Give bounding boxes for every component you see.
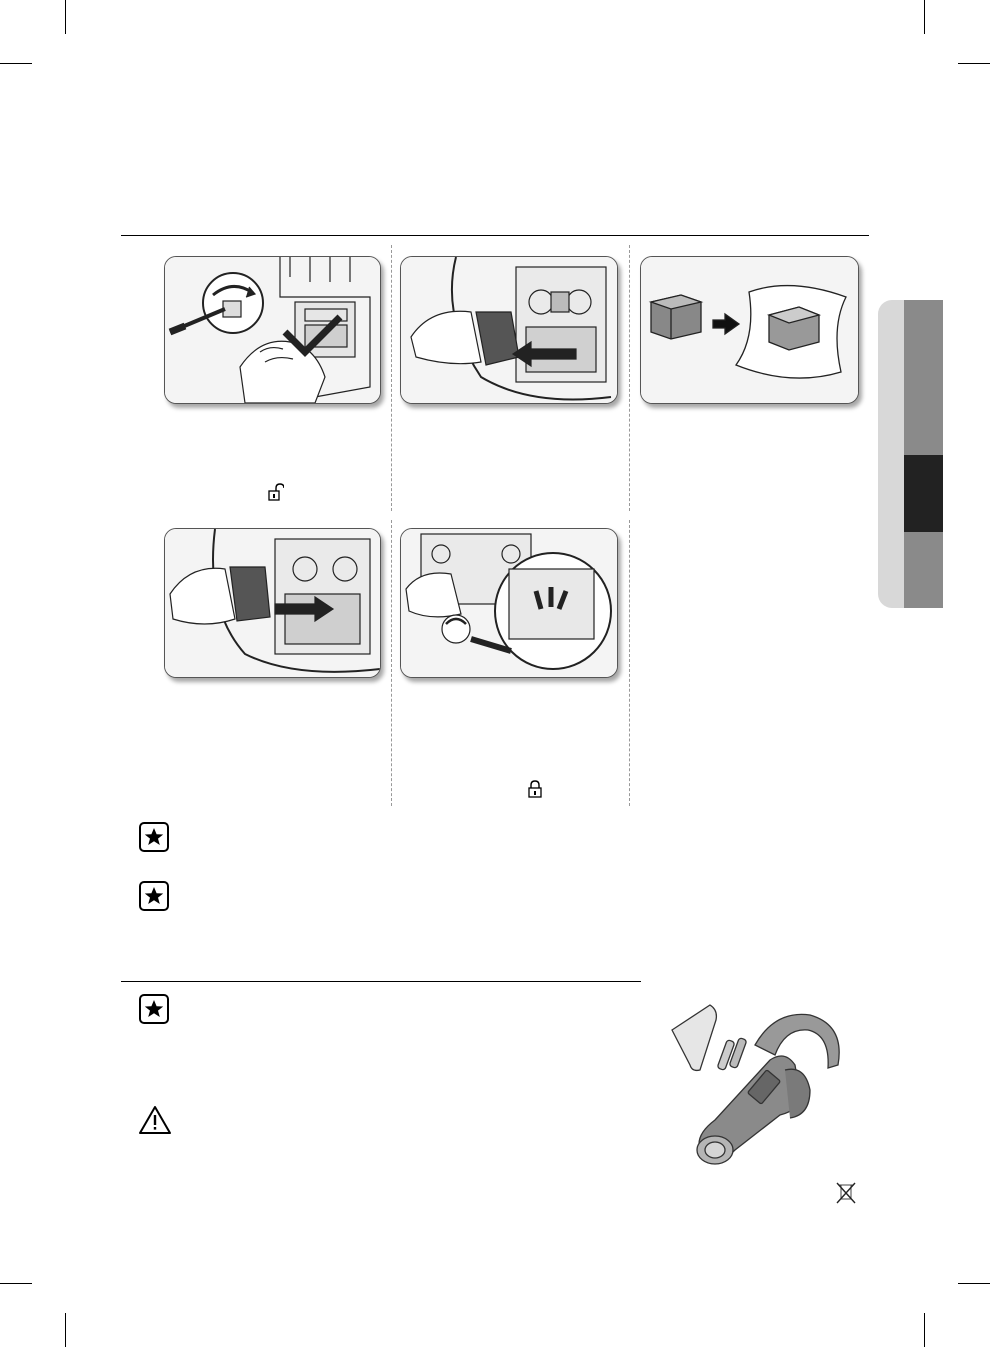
star-note-icon — [139, 994, 169, 1024]
step-1-figure — [164, 256, 381, 404]
section-rule-bottom — [121, 981, 641, 982]
chapter-tab — [904, 300, 943, 455]
chapter-tab — [904, 532, 943, 608]
crop-mark-bl-v — [65, 1313, 66, 1347]
crop-mark-tl-h — [0, 63, 32, 64]
step-3-figure — [640, 256, 859, 404]
warning-triangle-icon — [138, 1105, 172, 1135]
step-4-figure — [164, 528, 381, 678]
crop-mark-br-h — [958, 1283, 990, 1284]
screwdriver-unlock-illustration — [165, 257, 380, 403]
column-divider — [629, 520, 630, 806]
locked-padlock-icon — [528, 780, 542, 798]
unlocked-padlock-icon — [268, 483, 284, 501]
section-rule-top — [121, 235, 869, 236]
chapter-tab-active — [904, 455, 943, 532]
crop-mark-tl-v — [65, 0, 66, 34]
filter-to-bag-illustration — [641, 257, 858, 403]
crop-mark-tr-h — [958, 63, 990, 64]
column-divider — [391, 245, 392, 511]
step-2-figure — [400, 256, 618, 404]
crop-mark-tr-v — [924, 0, 925, 34]
star-note-icon — [139, 881, 169, 911]
column-divider — [391, 520, 392, 806]
crop-mark-bl-h — [0, 1283, 32, 1284]
remote-handle-battery-illustration — [660, 1000, 860, 1175]
crossed-bin-icon — [836, 1182, 856, 1204]
step-5-figure — [400, 528, 618, 678]
star-note-icon — [139, 822, 169, 852]
remove-filter-illustration — [401, 257, 617, 403]
crop-mark-br-v — [924, 1313, 925, 1347]
column-divider — [629, 245, 630, 511]
screwdriver-lock-illustration — [401, 529, 617, 677]
insert-filter-illustration — [165, 529, 380, 677]
